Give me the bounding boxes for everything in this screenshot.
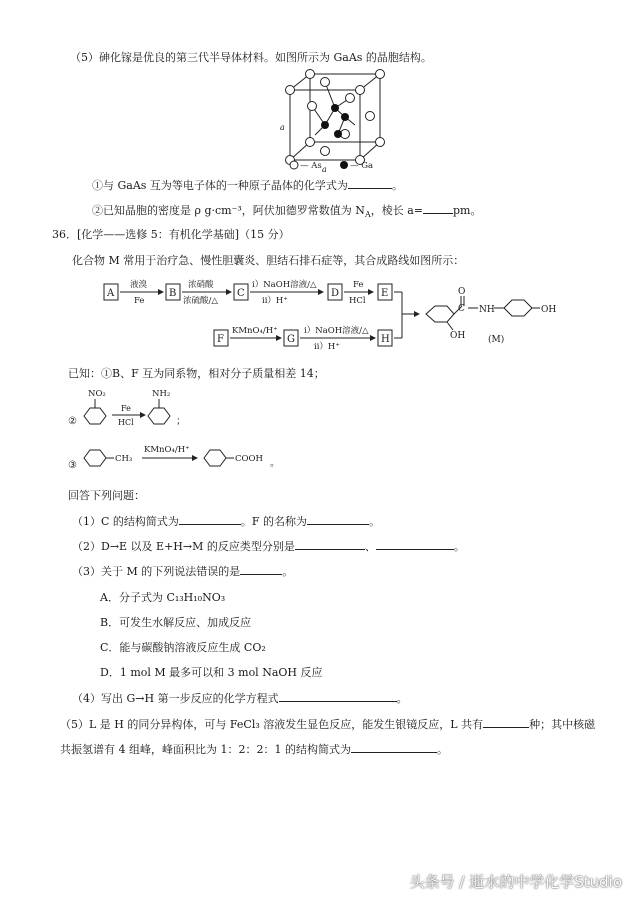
legend-ga-label: — Ga bbox=[350, 161, 374, 171]
svg-text:HCl: HCl bbox=[349, 296, 366, 306]
svg-text:CH₃: CH₃ bbox=[115, 454, 133, 464]
svg-text:COOH: COOH bbox=[235, 454, 263, 464]
svg-text:i）NaOH溶液/△: i）NaOH溶液/△ bbox=[304, 326, 369, 336]
label-a-side: a bbox=[280, 123, 285, 132]
svg-text:浓硫酸/△: 浓硫酸/△ bbox=[183, 296, 218, 306]
svg-text:；: ； bbox=[176, 416, 186, 427]
ga-legend-icon bbox=[340, 161, 348, 169]
svg-text:i）NaOH溶液/△: i）NaOH溶液/△ bbox=[252, 280, 317, 290]
known-2-reaction bbox=[66, 384, 186, 436]
svg-text:NH: NH bbox=[479, 305, 495, 315]
q4-blank[interactable] bbox=[279, 690, 397, 702]
q5b-blank-count[interactable] bbox=[483, 716, 529, 728]
option-b[interactable]: B．可发生水解反应、加成反应 bbox=[100, 616, 252, 629]
q5-2-blank[interactable] bbox=[423, 202, 453, 214]
svg-text:ii）H⁺: ii）H⁺ bbox=[262, 296, 288, 306]
option-a[interactable]: A．分子式为 C₁₃H₁₀NO₃ bbox=[100, 591, 226, 604]
q1-blank-c[interactable] bbox=[179, 513, 241, 525]
svg-text:③: ③ bbox=[68, 460, 77, 471]
product-m-label: (M) bbox=[488, 335, 505, 345]
svg-text:E: E bbox=[381, 288, 389, 299]
svg-text:NH₂: NH₂ bbox=[152, 389, 171, 399]
q3: （3）关于 M 的下列说法错误的是 。 bbox=[72, 565, 294, 578]
q1-blank-f[interactable] bbox=[307, 513, 369, 525]
svg-text:Fe: Fe bbox=[121, 404, 131, 413]
svg-text:D: D bbox=[331, 288, 340, 299]
svg-text:ii）H⁺: ii）H⁺ bbox=[314, 342, 340, 352]
svg-text:。: 。 bbox=[270, 458, 280, 469]
svg-text:F: F bbox=[217, 334, 224, 345]
watermark: 头条号 / 逝水的中学化学Studio bbox=[409, 873, 622, 891]
known-3-reaction bbox=[66, 438, 286, 474]
svg-text:Fe: Fe bbox=[353, 280, 364, 290]
crystal-legend bbox=[288, 158, 388, 172]
answer-prompt: 回答下列问题： bbox=[68, 489, 145, 502]
svg-text:H: H bbox=[381, 334, 390, 345]
q5-intro: （5）砷化镓是优良的第三代半导体材料。如图所示为 GaAs 的晶胞结构。 bbox=[70, 51, 432, 64]
product-m-structure bbox=[426, 287, 556, 345]
q36-intro: 化合物 M 常用于治疗急、慢性胆囊炎、胆结石排石症等，其合成路线如图所示： bbox=[72, 254, 465, 267]
known-1: 已知：①B、F 互为同系物，相对分子质量相差 14； bbox=[68, 367, 325, 380]
svg-text:C: C bbox=[458, 304, 465, 314]
q2-blank-2[interactable] bbox=[376, 538, 454, 550]
q36-heading: 36．[化学——选修 5：有机化学基础]（15 分） bbox=[52, 228, 290, 241]
q5-1-blank[interactable] bbox=[348, 177, 392, 189]
svg-text:G: G bbox=[287, 334, 295, 345]
svg-text:A: A bbox=[107, 288, 115, 299]
svg-text:B: B bbox=[169, 288, 177, 299]
svg-text:液溴: 液溴 bbox=[130, 280, 148, 290]
q5-2: ②已知晶胞的密度是 ρ g·cm⁻³，阿伏加德罗常数值为 $N_A$，棱长 a= pm。 bbox=[92, 204, 482, 220]
option-d[interactable]: D．1 mol M 最多可以和 3 mol NaOH 反应 bbox=[100, 666, 323, 679]
q2-blank-1[interactable] bbox=[295, 538, 365, 550]
svg-text:KMnO₄/H⁺: KMnO₄/H⁺ bbox=[144, 445, 190, 455]
svg-text:浓硝酸: 浓硝酸 bbox=[188, 280, 214, 290]
q5-1: ①与 GaAs 互为等电子体的一种原子晶体的化学式为 。 bbox=[92, 179, 403, 192]
q4: （4）写出 G→H 第一步反应的化学方程式 。 bbox=[72, 692, 408, 705]
svg-text:OH: OH bbox=[450, 331, 466, 341]
as-legend-icon bbox=[290, 161, 298, 169]
svg-text:C: C bbox=[237, 288, 245, 299]
label-a-bottom: a bbox=[322, 165, 327, 174]
svg-text:O: O bbox=[458, 287, 466, 297]
option-c[interactable]: C．能与碳酸钠溶液反应生成 CO₂ bbox=[100, 641, 266, 654]
q1: （1）C 的结构简式为 。F 的名称为 。 bbox=[72, 515, 381, 528]
svg-text:OH: OH bbox=[541, 305, 557, 315]
q5b-line1: （5）L 是 H 的同分异构体，可与 FeCl₃ 溶液发生显色反应，能发生银镜反应，L 共有 种；其中核磁 bbox=[60, 718, 596, 731]
q5b-blank-structure[interactable] bbox=[351, 741, 437, 753]
q3-blank[interactable] bbox=[240, 563, 282, 575]
svg-text:KMnO₄/H⁺: KMnO₄/H⁺ bbox=[232, 326, 278, 336]
svg-text:②: ② bbox=[68, 416, 77, 427]
svg-text:NO₂: NO₂ bbox=[88, 389, 106, 399]
legend-as-label: — As bbox=[300, 161, 322, 171]
svg-text:HCl: HCl bbox=[118, 418, 134, 427]
svg-text:Fe: Fe bbox=[134, 296, 145, 306]
synthesis-route bbox=[96, 276, 572, 356]
q2: （2）D→E 以及 E+H→M 的反应类型分别是 、 。 bbox=[72, 540, 465, 553]
q5b-line2: 共振氢谱有 4 组峰，峰面积比为 1：2：2：1 的结构简式为 。 bbox=[60, 743, 448, 756]
